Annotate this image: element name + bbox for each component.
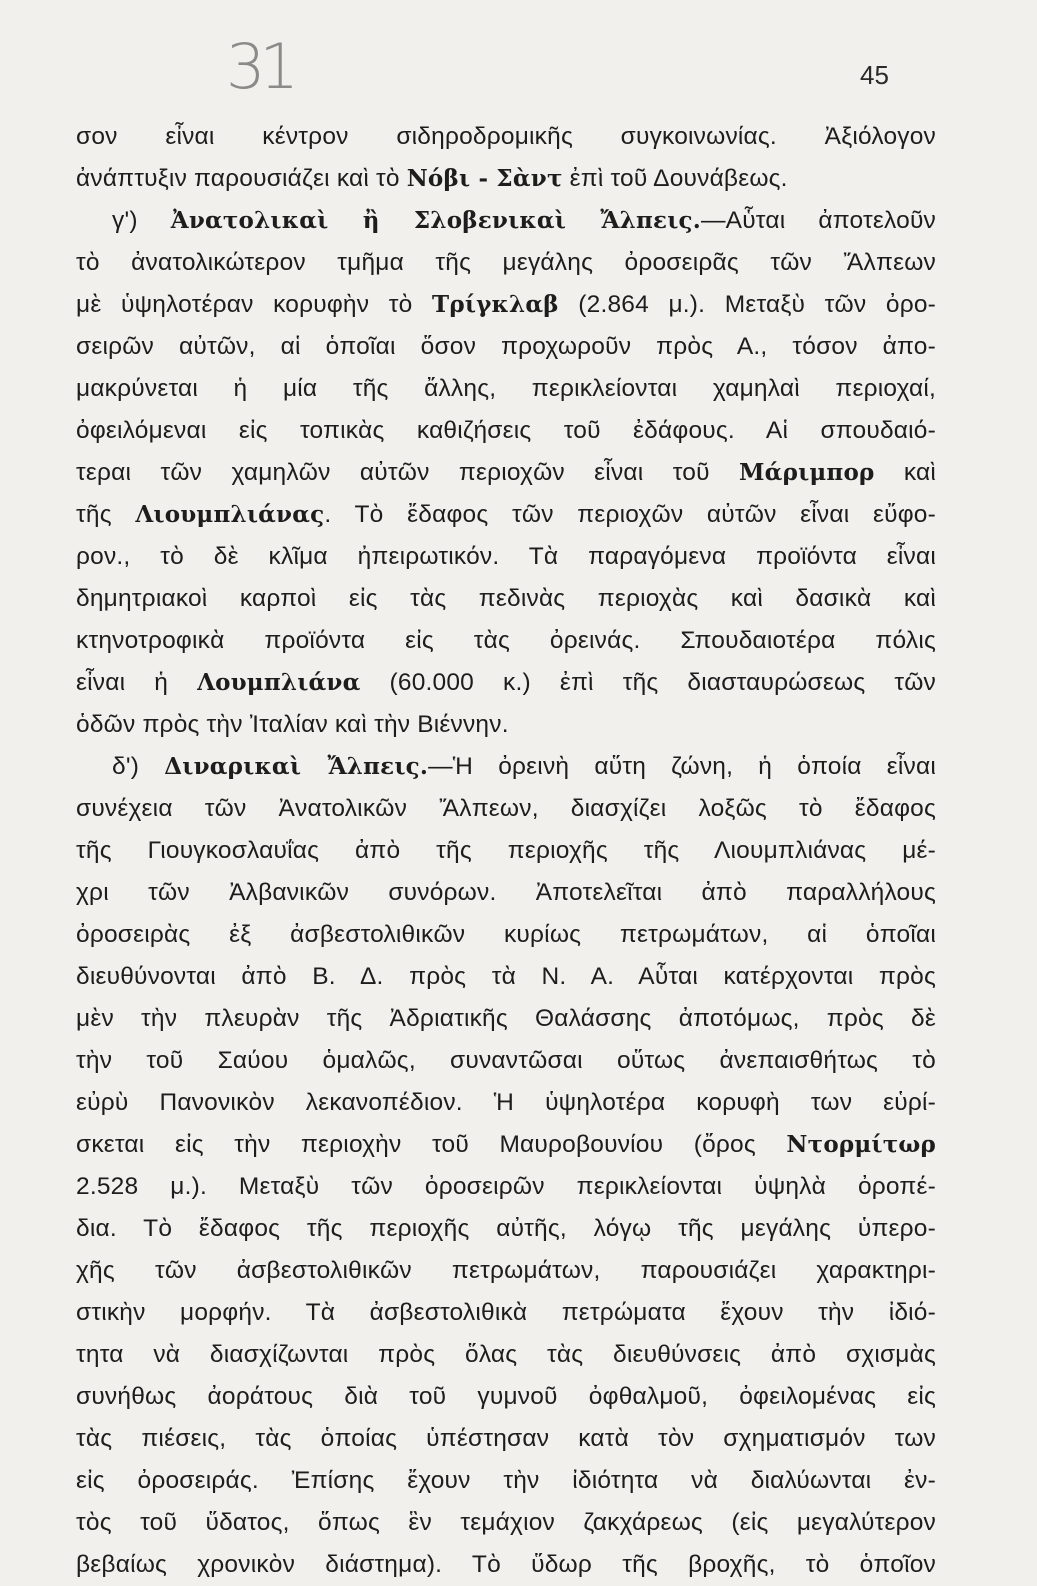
- text-run: τὴν τοῦ Σαύου ὁμαλῶς, συναντῶσαι οὕτως ἀνεπαισθήτως τὸ: [76, 1047, 936, 1074]
- text-run: τητα νὰ διασχίζωνται πρὸς ὅλας τὰς διευθύνσεις ἀπὸ σχισμὰς: [76, 1341, 936, 1368]
- text-run: τὸ ἀνατολικώτερον τμῆμα τῆς μεγάλης ὀροσειρᾶς τῶν Ἄλπεων: [76, 249, 936, 276]
- text-run: ἐπὶ τοῦ Δουνάβεως.: [562, 165, 788, 192]
- text-line: [76, 620, 936, 662]
- text-line: [76, 1460, 936, 1502]
- body-text: [76, 116, 936, 1586]
- text-run: δημητριακοὶ καρποὶ εἰς τὰς πεδινὰς περιοχὰς καὶ δασικὰ καὶ: [76, 585, 936, 612]
- text-line: [76, 1544, 936, 1586]
- text-line: [76, 368, 936, 410]
- text-line: [76, 1166, 936, 1208]
- text-run: ρον., τὸ δὲ κλῖμα ἠπειρωτικόν. Τὰ παραγόμενα προϊόντα εἶναι: [76, 543, 936, 570]
- text-run: τὸς τοῦ ὕδατος, ὅπως ἓν τεμάχιον ζακχάρεως (εἰς μεγαλύτερον: [76, 1509, 936, 1536]
- text-line: [76, 410, 936, 452]
- text-run: δ'): [112, 753, 165, 780]
- text-line: [76, 1292, 936, 1334]
- text-run: σειρῶν αὐτῶν, αἱ ὁποῖαι ὅσον προχωροῦν πρὸς Α., τόσον ἀπο-: [76, 333, 936, 360]
- text-line: [76, 1418, 936, 1460]
- text-line: [76, 872, 936, 914]
- text-run: μὲν τὴν πλευρὰν τῆς Ἀδριατικῆς Θαλάσσης ἀποτόμως, πρὸς δὲ: [76, 1005, 936, 1032]
- text-run: διευθύνονται ἀπὸ Β. Δ. πρὸς τὰ Ν. Α. Αὗται κατέρχονται πρὸς: [76, 963, 936, 990]
- text-run: τὰς πιέσεις, τὰς ὁποίας ὑπέστησαν κατὰ τὸν σχηματισμόν των: [76, 1425, 936, 1452]
- text-line: [76, 1040, 936, 1082]
- bold-term: Μάριμπορ: [739, 459, 875, 486]
- text-run: εὐρὺ Πανονικὸν λεκανοπέδιον. Ἡ ὑψηλοτέρα κορυφὴ των εὑρί-: [76, 1089, 936, 1116]
- handwritten-page-mark: 31: [226, 30, 293, 103]
- text-run: συνήθως ἀοράτους διὰ τοῦ γυμνοῦ ὀφθαλμοῦ, ὀφειλομένας εἰς: [76, 1383, 936, 1410]
- text-line: [76, 1250, 936, 1292]
- text-run: ὁδῶν πρὸς τὴν Ἰταλίαν καὶ τὴν Βιέννην.: [76, 711, 509, 738]
- text-run: βεβαίως χρονικὸν διάστημα). Τὸ ὕδωρ τῆς βροχῆς, τὸ ὁποῖον: [76, 1551, 936, 1578]
- text-run: εἶναι ἡ: [76, 669, 198, 696]
- bold-term: Λουμπλιάνα: [197, 669, 361, 696]
- bold-term: Λιουμπλιάνας: [135, 501, 325, 528]
- text-line: [76, 788, 936, 830]
- text-run: κτηνοτροφικὰ προϊόντα εἰς τὰς ὀρεινάς. Σπουδαιοτέρα πόλις: [76, 627, 936, 654]
- text-run: μὲ ὑψηλοτέραν κορυφὴν τὸ: [76, 291, 433, 318]
- text-run: —Ἡ ὀρεινὴ αὕτη ζώνη, ἡ ὁποία εἶναι: [428, 753, 936, 780]
- text-run: ὀροσειρὰς ἐξ ἀσβεστολιθικῶν κυρίως πετρωμάτων, αἱ ὁποῖαι: [76, 921, 936, 948]
- text-run: στικὴν μορφήν. Τὰ ἀσβεστολιθικὰ πετρώματα ἔχουν τὴν ἰδιό-: [76, 1299, 936, 1326]
- text-line: [76, 494, 936, 536]
- text-run: τεραι τῶν χαμηλῶν αὐτῶν περιοχῶν εἶναι τοῦ: [76, 459, 740, 486]
- text-line: [76, 1208, 936, 1250]
- text-run: (60.000 κ.) ἐπὶ τῆς διασταυρώσεως τῶν: [360, 669, 936, 696]
- text-run: καὶ: [874, 459, 936, 486]
- text-run: εἰς ὀροσειράς. Ἐπίσης ἔχουν τὴν ἰδιότητα νὰ διαλύωνται ἐν-: [76, 1467, 936, 1494]
- text-line: [76, 116, 936, 158]
- text-run: 2.528 μ.). Μεταξὺ τῶν ὀροσειρῶν περικλείονται ὑψηλὰ ὀροπέ-: [76, 1173, 936, 1200]
- text-line: [76, 1124, 936, 1166]
- text-line: [76, 998, 936, 1040]
- bold-term: Διναρικαὶ Ἄλπεις.: [164, 753, 429, 780]
- text-run: —Αὗται ἀποτελοῦν: [700, 207, 936, 234]
- bold-term: Νόβι - Σὰντ: [406, 165, 563, 192]
- text-run: γ'): [112, 207, 171, 234]
- text-line: [76, 662, 936, 704]
- text-line: [76, 1334, 936, 1376]
- bold-term: Ἀνατολικαὶ ἢ Σλοβενικαὶ Ἄλπεις.: [170, 207, 701, 234]
- text-line: [76, 830, 936, 872]
- text-line: [76, 1376, 936, 1418]
- text-run: χῆς τῶν ἀσβεστολιθικῶν πετρωμάτων, παρουσιάζει χαρακτηρι-: [76, 1257, 936, 1284]
- text-run: σον εἶναι κέντρον σιδηροδρομικῆς συγκοινωνίας. Ἀξιόλογον: [76, 123, 936, 150]
- text-line: [76, 704, 936, 746]
- text-line: [76, 326, 936, 368]
- text-line: [76, 158, 936, 200]
- text-run: ὀφειλόμεναι εἰς τοπικὰς καθιζήσεις τοῦ ἐδάφους. Αἱ σπουδαιό-: [76, 417, 936, 444]
- text-line: [76, 452, 936, 494]
- text-line: [76, 956, 936, 998]
- text-run: χρι τῶν Ἀλβανικῶν συνόρων. Ἀποτελεῖται ἀπὸ παραλλήλους: [76, 879, 936, 906]
- bold-term: Τρίγκλαβ: [432, 291, 559, 318]
- text-run: σκεται εἰς τὴν περιοχὴν τοῦ Μαυροβουνίου (ὄρος: [76, 1131, 787, 1158]
- bold-term: Ντορμίτωρ: [786, 1131, 936, 1158]
- text-line: [76, 242, 936, 284]
- text-line: [76, 914, 936, 956]
- text-line: [76, 284, 936, 326]
- text-run: . Τὸ ἔδαφος τῶν περιοχῶν αὐτῶν εἶναι εὔφο-: [324, 501, 936, 528]
- text-run: (2.864 μ.). Μεταξὺ τῶν ὀρο-: [558, 291, 937, 318]
- text-line: [76, 1502, 936, 1544]
- text-line: [76, 578, 936, 620]
- text-line: [76, 536, 936, 578]
- text-run: τῆς: [76, 501, 136, 528]
- text-line: [76, 746, 936, 788]
- text-run: τῆς Γιουγκοσλαυΐας ἀπὸ τῆς περιοχῆς τῆς Λιουμπλιάνας μέ-: [76, 837, 936, 864]
- page-number: 45: [860, 60, 889, 90]
- text-run: συνέχεια τῶν Ἀνατολικῶν Ἄλπεων, διασχίζει λοξῶς τὸ ἔδαφος: [76, 795, 936, 822]
- text-run: δια. Τὸ ἔδαφος τῆς περιοχῆς αὐτῆς, λόγῳ τῆς μεγάλης ὑπερο-: [76, 1215, 936, 1242]
- text-line: [76, 200, 936, 242]
- text-line: [76, 1082, 936, 1124]
- text-run: μακρύνεται ἡ μία τῆς ἄλλης, περικλείονται χαμηλαὶ περιοχαί,: [76, 375, 936, 402]
- text-run: ἀνάπτυξιν παρουσιάζει καὶ τὸ: [76, 165, 407, 192]
